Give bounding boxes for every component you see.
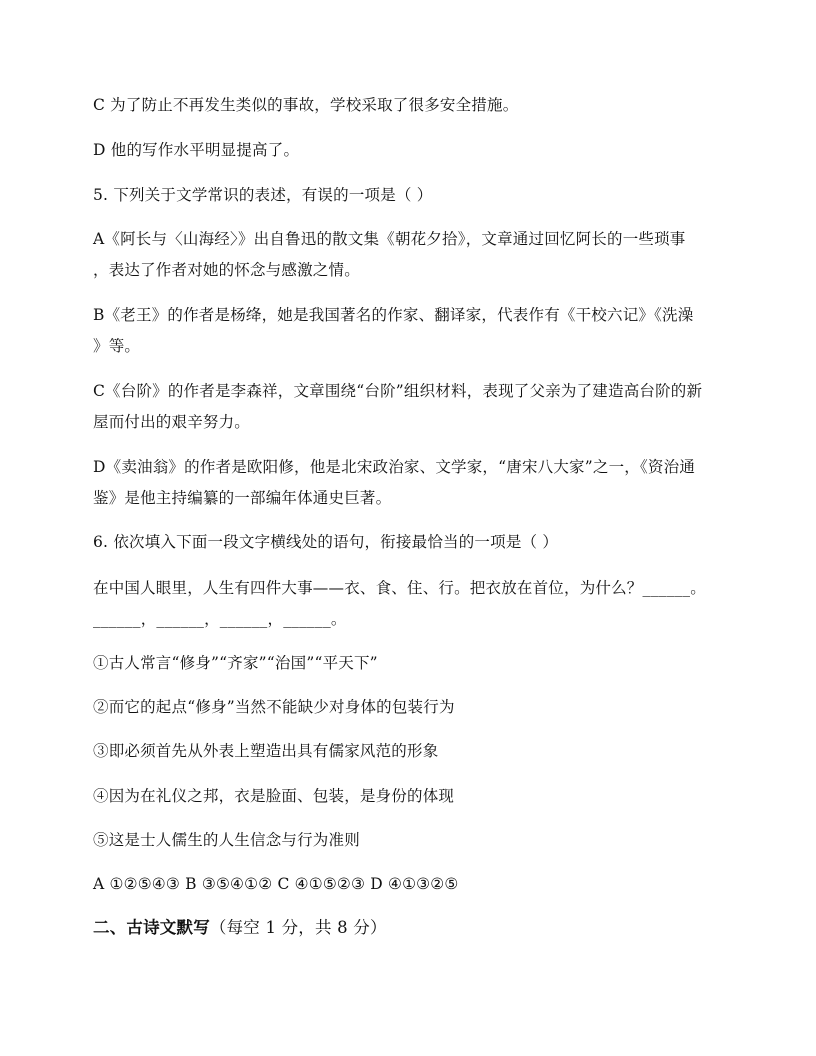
q6-sentence-1: ①古人常言“修身”“齐家”“治国”“平天下” [93, 654, 378, 672]
q6-answer-options: A ①②⑤④③ B ③⑤④①② C ④①⑤②③ D ④①③②⑤ [93, 875, 459, 893]
q5-option-d-line-2: 鉴》是他主持编纂的一部编年体通史巨著。 [93, 489, 392, 507]
q5-option-b-line-1: B《老王》的作者是杨绛，她是我国著名的作家、翻译家，代表作有《干校六记》《洗澡 [93, 306, 694, 324]
q5-option-c-line-2: 屋而付出的艰辛努力。 [93, 413, 251, 431]
q6-sentence-5: ⑤这是士人儒生的人生信念与行为准则 [93, 831, 360, 849]
section-score-note: （每空 1 分，共 8 分） [209, 918, 387, 937]
q5-option-b-line-2: 》等。 [93, 337, 141, 355]
q5-option-a-line-1: A《阿长与〈山海经〉》出自鲁迅的散文集《朝花夕拾》，文章通过回忆阿长的一些琐事 [93, 230, 686, 248]
q6-sentence-3: ③即必须首先从外表上塑造出具有儒家风范的形象 [93, 742, 439, 760]
question-5-stem: 5. 下列关于文学常识的表述，有误的一项是（ ） [93, 186, 433, 204]
q5-option-a-line-2: ，表达了作者对她的怀念与感激之情。 [93, 261, 360, 279]
option-c-line: C 为了防止不再发生类似的事故，学校采取了很多安全措施。 [93, 96, 519, 114]
question-6-stem: 6. 依次填入下面一段文字横线处的语句，衔接最恰当的一项是（ ） [93, 533, 559, 551]
q6-passage-line-2: ______，______，______，______。 [93, 610, 347, 628]
q5-option-d-line-1: D《卖油翁》的作者是欧阳修，他是北宋政治家、文学家，“唐宋八大家”之一，《资治通 [93, 458, 696, 476]
section-title: 二、古诗文默写 [93, 918, 210, 937]
q6-passage-line-1: 在中国人眼里，人生有四件大事——衣、食、住、行。把衣放在首位，为什么？______。 [93, 579, 706, 597]
section-heading [93, 918, 387, 938]
q6-sentence-2: ②而它的起点“修身”当然不能缺少对身体的包装行为 [93, 698, 455, 716]
q6-sentence-4: ④因为在礼仪之邦，衣是脸面、包装，是身份的体现 [93, 787, 455, 805]
option-d-line: D 他的写作水平明显提高了。 [93, 141, 300, 159]
q5-option-c-line-1: C《台阶》的作者是李森祥，文章围绕“台阶”组织材料，表现了父亲为了建造高台阶的新 [93, 382, 703, 400]
